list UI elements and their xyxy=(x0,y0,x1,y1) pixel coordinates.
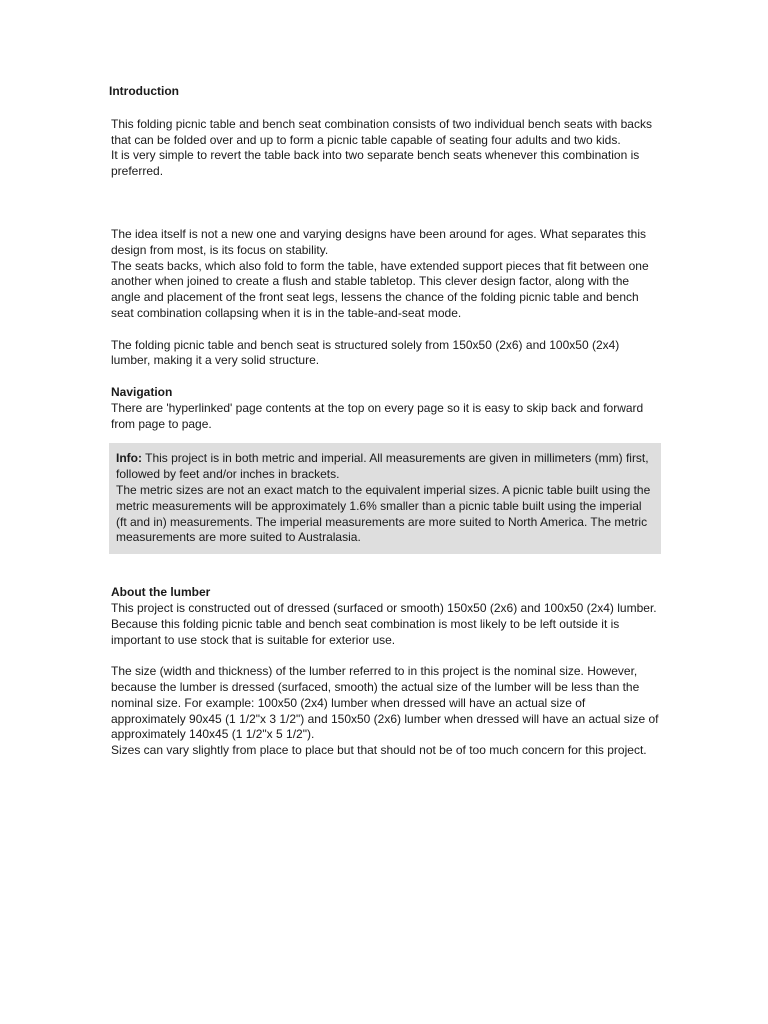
document-body xyxy=(111,84,659,759)
lumber-paragraph-2: Because this folding picnic table and bench seat combination is most likely to be left outside it is important to use stock that is suitable for exterior use. xyxy=(111,616,620,647)
introduction-heading: Introduction xyxy=(109,84,179,98)
intro-paragraph-2: It is very simple to revert the table back into two separate bench seats whenever this combination is preferred. xyxy=(111,148,640,179)
info-text-1: This project is in both metric and imperial. All measurements are given in millimeters (mm) first, followed by feet and/or inches in brackets. xyxy=(116,451,649,482)
info-callout-box xyxy=(109,443,661,554)
info-label: Info: xyxy=(116,451,142,466)
lumber-paragraph-1: This project is constructed out of dressed (surfaced or smooth) 150x50 (2x6) and 100x50 (2x4) lumber. xyxy=(111,600,657,615)
spacer xyxy=(111,180,659,227)
intro-paragraph-4: The seats backs, which also fold to form the table, have extended support pieces that fit between one another when joined to create a flush and stable tabletop. This clever design factor, along with the angle and placement of the front seat legs, lessens the chance of the folding picnic table and bench seat combination collapsing when it is in the table-and-seat mode. xyxy=(111,258,649,320)
navigation-heading: Navigation xyxy=(111,384,173,399)
spacer xyxy=(111,648,659,664)
lumber-paragraph-3: The size (width and thickness) of the lumber referred to in this project is the nominal size. However, because the lumber is dressed (surfaced, smooth) the actual size of the lumber will be less than the nominal size. For example: 100x50 (2x4) lumber when dressed will have an actual size of approximately 90x45 (1 1/2"x 3 1/2") and 150x50 (2x6) lumber when dressed will have an actual size of approximately 140x45 (1 1/2"x 5 1/2"). xyxy=(111,664,659,742)
lumber-heading: About the lumber xyxy=(111,585,211,600)
spacer xyxy=(111,369,659,385)
intro-paragraph-3: The idea itself is not a new one and varying designs have been around for ages. What separates this design from most, is its focus on stability. xyxy=(111,226,646,257)
info-paragraph-2: The metric sizes are not an exact match to the equivalent imperial sizes. A picnic table built using the metric measurements will be approximately 1.6% smaller than a picnic table built using the imperial (ft and in) measurements. The imperial measurements are more suited to North America. The metric measurements are more suited to Australasia. xyxy=(116,482,651,545)
lumber-paragraph-4: Sizes can vary slightly from place to place but that should not be of too much concern for this project. xyxy=(111,743,647,758)
info-paragraph-1 xyxy=(116,451,653,483)
intro-paragraph-5: The folding picnic table and bench seat is structured solely from 150x50 (2x6) and 100x50 (2x4) lumber, making it a very solid structure. xyxy=(111,337,620,368)
intro-paragraph-1: This folding picnic table and bench seat combination consists of two individual bench seats with backs that can be folded over and up to form a picnic table capable of seating four adults and two kids. xyxy=(111,116,652,147)
spacer xyxy=(111,322,659,338)
navigation-paragraph: There are 'hyperlinked' page contents at the top on every page so it is easy to skip back and forward from page to page. xyxy=(111,400,644,431)
spacer xyxy=(111,554,659,585)
